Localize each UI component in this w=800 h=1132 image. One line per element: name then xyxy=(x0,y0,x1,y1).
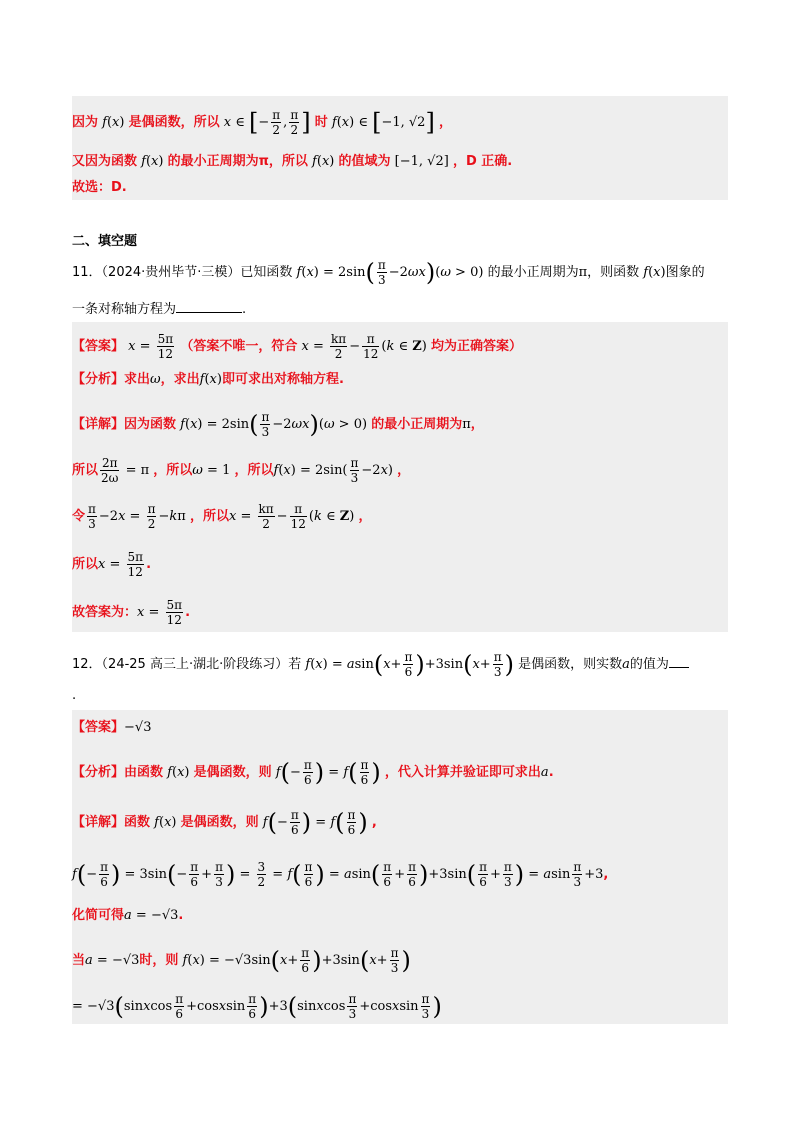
answer-blank xyxy=(176,300,242,313)
q12-equation-2: = −√3(sinxcos $\frac{\pi}{6}$ +cosxsin $\frac{\pi}{6}$ )+3(sinxcos $\frac{\pi}{3}$ +cosxsin $\frac{\pi}{3}$ ) xyxy=(72,992,442,1021)
prev-solution-block xyxy=(72,96,728,200)
q12-analysis: 【分析】由函数 f(x) 是偶函数，则 f(− $\frac{\pi}{6}$ ) = f( $\frac{\pi}{6}$ ) ，代入计算并验证即可求出a. xyxy=(72,758,554,787)
answer-blank xyxy=(669,655,689,668)
prev-solution-line-2: 又因为函数 f(x) 的最小正周期为π，所以 f(x) 的值域为 [−1, √2] ，D 正确. xyxy=(72,154,513,169)
q12-step-3: 当a = −√3时，则 f(x) = −√3sin(x+ $\frac{\pi}{6}$ )+3sin(x+ $\frac{\pi}{3}$ ) xyxy=(72,946,411,975)
q11-analysis: 【分析】求出ω，求出f(x)即可求出对称轴方程. xyxy=(72,372,344,387)
q12-answer: 【答案】−√3 xyxy=(72,720,152,735)
q11-final: 故答案为：x = $\frac{5\pi}{12}$ . xyxy=(72,598,191,627)
q11-step-1: 所以 $\frac{2\pi}{2\omega}$ = π ，所以ω = 1 ，所以f(x) = 2sin( $\frac{\pi}{3}$ −2x) ， xyxy=(72,456,411,485)
q11-detail: 【详解】因为函数 f(x) = 2sin( $\frac{\pi}{3}$ −2ωx)(ω > 0) 的最小正周期为π， xyxy=(72,410,484,439)
q12-step-2: 化简可得a = −√3. xyxy=(72,908,184,923)
q12-stem-line-2: . xyxy=(72,688,77,703)
q12-stem-line-1: 12．（24-25 高三上·湖北·阶段练习）若 f(x) = asin(x+ $\frac{\pi}{6}$ )+3sin(x+ $\frac{\pi}{3}$ ) 是偶函数，则实数a的值为 xyxy=(72,650,689,679)
q11-solution-block xyxy=(72,322,728,632)
q12-equation-1: f(− $\frac{\pi}{6}$ ) = 3sin(− $\frac{\pi}{6}$ + $\frac{\pi}{3}$ ) = $\frac{3}{2}$ = f( $\frac{\pi}{6}$ ) = asin( $\frac{\pi}{6}$ + $\frac{\pi}{6}$ )+3sin( $\frac{\pi}{6}$ + $\frac{\pi}{3}$ ) = asin $\frac{\pi}{3}$ +3, xyxy=(72,860,609,889)
q12-solution-block xyxy=(72,710,728,1024)
q12-detail: 【详解】函数 f(x) 是偶函数，则 f(− $\frac{\pi}{6}$ ) = f( $\frac{\pi}{6}$ ) , xyxy=(72,808,377,837)
q11-answer: 【答案】 x = $\frac{5\pi}{12}$ （答案不唯一，符合 x = $\frac{k\pi}{2}$ − $\frac{\pi}{12}$ (k ∈ Z) 均为正确答案） xyxy=(72,332,522,361)
prev-solution-line-1: 因为 f(x) 是偶函数，所以 x ∈ [− $\frac{\pi}{2}$ , $\frac{\pi}{2}$ ] 时 f(x) ∈ [−1, √2] ， xyxy=(72,108,452,137)
q11-stem-line-1: 11．（2024·贵州毕节·三模）已知函数 f(x) = 2sin( $\frac{\pi}{3}$ −2ωx)(ω > 0) 的最小正周期为π，则函数 f(x)图象的 xyxy=(72,258,705,287)
section-heading: 二、填空题 xyxy=(72,234,138,249)
prev-solution-line-3: 故选：D. xyxy=(72,180,127,195)
q11-step-2: 令 $\frac{\pi}{3}$ −2x = $\frac{\pi}{2}$ −kπ ，所以x = $\frac{k\pi}{2}$ − $\frac{\pi}{12}$ (k ∈ Z) ， xyxy=(72,502,372,531)
q11-stem-line-2: 一条对称轴方程为 . xyxy=(72,302,247,317)
q11-step-3: 所以x = $\frac{5\pi}{12}$ . xyxy=(72,550,152,579)
